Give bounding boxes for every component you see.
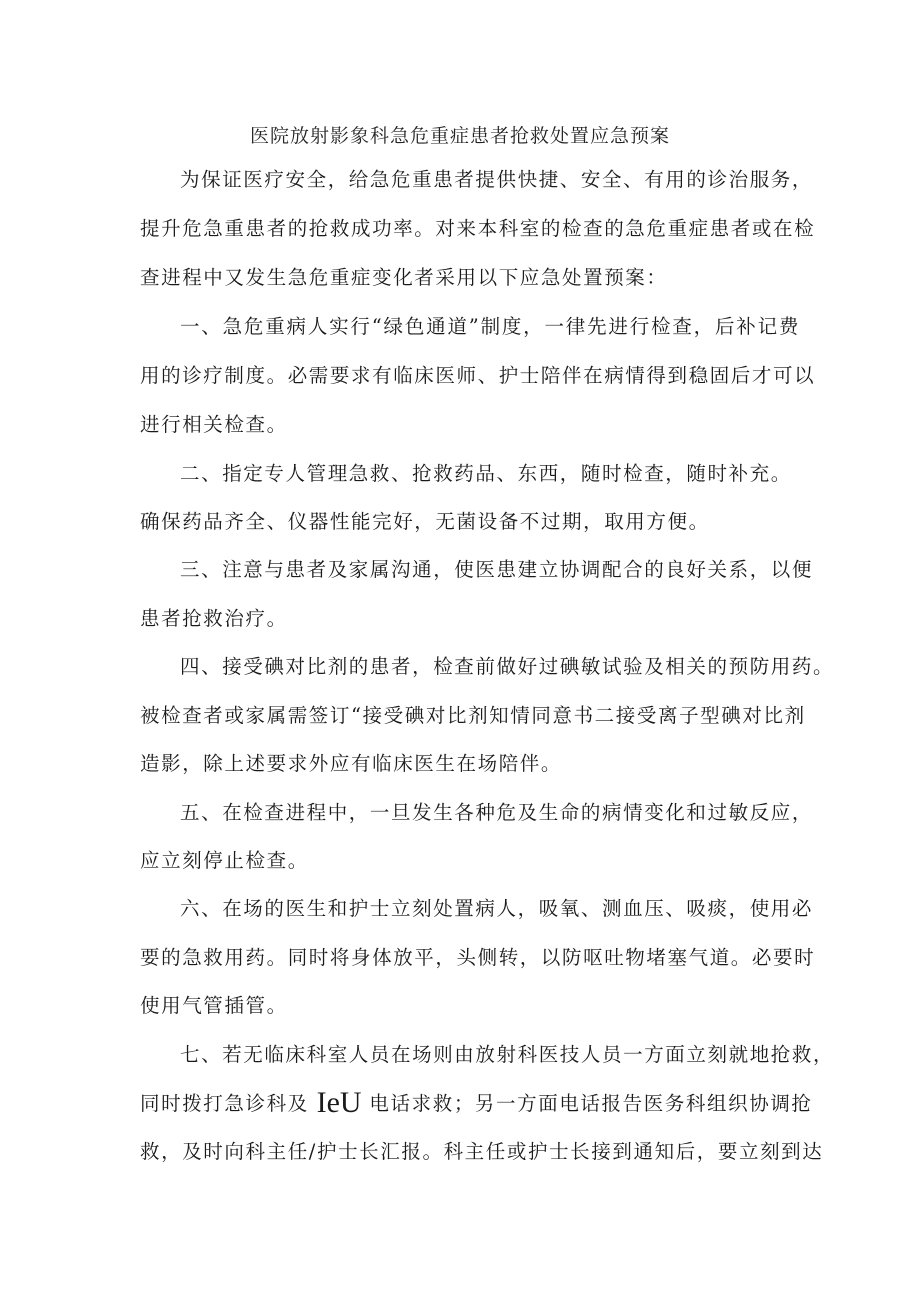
paragraph-line: 使用气管插管。 [140,994,288,1017]
paragraph-line: 五、在检查进程中，一旦发生各种危及生命的病情变化和过敏反应， [180,801,814,824]
paragraph-line: 被检查者或家属需签订“接受碘对比剂知情同意书二接受离子型碘对比剂 [140,704,806,727]
paragraph-line: 患者抢救治疗。 [140,607,288,630]
paragraph-line: 三、注意与患者及家属沟通，使医患建立协调配合的良好关系，以便 [180,558,814,581]
icu-abbreviation: IeU [316,1086,362,1119]
paragraph-line: 提升危急重患者的抢救成功率。对来本科室的检查的急危重症患者或在检 [140,217,816,240]
paragraph-line: 一、急危重病人实行“绿色通道”制度，一律先进行检查，后补记费 [180,315,800,338]
line-segment: 电话求救；另一方面电话报告医务科组织协调抢 [369,1092,813,1115]
paragraph-line: 六、在场的医生和护士立刻处置病人，吸氧、测血压、吸痰，使用必 [180,897,814,920]
paragraph-line [140,1086,813,1119]
paragraph-line: 二、指定专人管理急救、抢救药品、东西，随时检查，随时补充。 [180,462,792,485]
paragraph-line: 为保证医疗安全，给急危重患者提供快捷、安全、有用的诊治服务， [180,168,814,191]
document-title: 医院放射影象科急危重症患者抢救处置应急预案 [249,125,670,147]
paragraph-line: 要的急救用药。同时将身体放平，头侧转，以防呕吐物堵塞气道。必要时 [140,946,816,969]
paragraph-line: 用的诊疗制度。必需要求有临床医师、护士陪伴在病情得到稳固后才可以 [140,364,816,387]
paragraph-line: 造影，除上述要求外应有临床医生在场陪伴。 [140,752,563,775]
line-segment: 同时拨打急诊科及 [140,1092,309,1115]
paragraph-line: 七、若无临床科室人员在场则由放射科医技人员一方面立刻就地抢救， [180,1043,835,1066]
paragraph-line: 应立刻停止检查。 [140,849,309,872]
paragraph-line: 进行相关检查。 [140,413,288,436]
paragraph-line: 四、接受碘对比剂的患者，检查前做好过碘敏试验及相关的预防用药。 [180,655,835,678]
paragraph-line: 查进程中又发生急危重症变化者采用以下应急处置预案： [140,266,668,289]
paragraph-line: 确保药品齐全、仪器性能完好，无菌设备不过期，取用方便。 [140,510,710,533]
paragraph-line: 救，及时向科主任/护士长汇报。科主任或护士长接到通知后，要立刻到达 [140,1140,824,1163]
